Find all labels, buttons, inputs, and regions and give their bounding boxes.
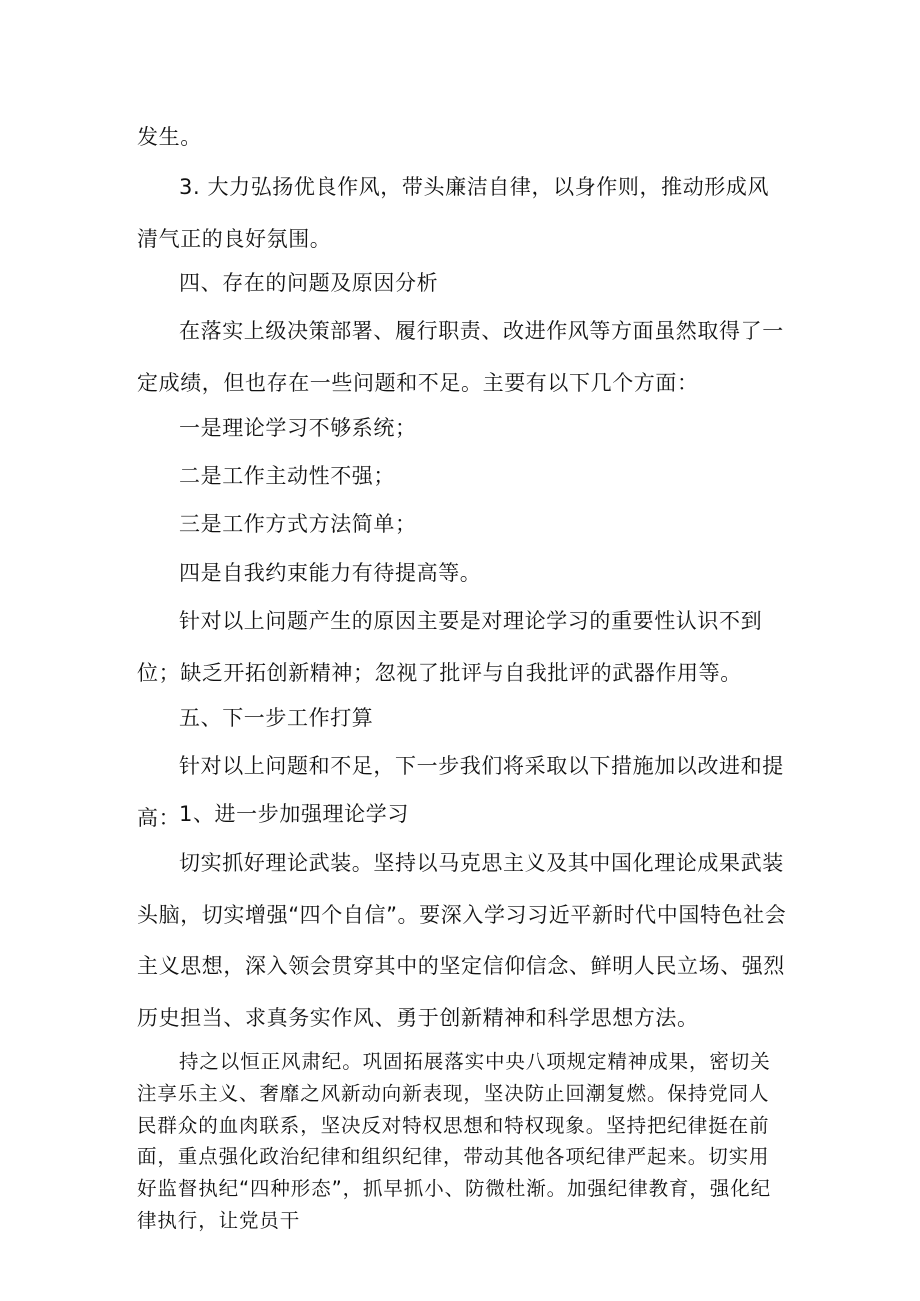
paragraph-11: 持之以恒正风肃纪。巩固拓展落实中央八项规定精神成果，密切关注享乐主义、奢靡之风新动向新表现，坚决防止回潮复燃。保持党同人民群众的血肉联系，坚决反对特权思想和特权现象。坚持把纪律挺在前面，重点强化政治纪律和组织纪律，带动其他各项纪律严起来。切实用好监督执纪“四种形态”，抓早抓小、防微杜渐。加强纪律教育，强化纪律执行，让党员干 [137, 1050, 772, 1232]
paragraph-10: 切实抓好理论武装。坚持以马克思主义及其中国化理论成果武装头脑，切实增强“四个自信”。要深入学习习近平新时代中国特色社会主义思想，深入领会贯穿其中的坚定信仰信念、鲜明人民立场、强烈历史担当、求真务实作风、勇于创新精神和科学思想方法。 [137, 851, 787, 1030]
paragraph-6: 三是工作方式方法简单； [179, 512, 417, 536]
paragraph-9: 针对以上问题和不足，下一步我们将采取以下措施加以改进和提高： [137, 754, 784, 830]
paragraph-8: 针对以上问题产生的原因主要是对理论学习的重要性认识不到位；缺乏开拓创新精神；忽视了批评与自我批评的武器作用等。 [137, 609, 763, 685]
paragraph-7: 四是自我约束能力有待提高等。 [179, 561, 482, 585]
section-heading-5: 五、下一步工作打算 [179, 706, 374, 730]
paragraph-5: 二是工作主动性不强； [179, 464, 395, 488]
paragraph-2: 3. 大力弘扬优良作风，带头廉洁自律，以身作则，推动形成风清气正的良好氛围。 [137, 175, 770, 251]
paragraph-4: 一是理论学习不够系统； [179, 416, 417, 440]
section-heading-4: 四、存在的问题及原因分析 [179, 271, 439, 295]
subheading-1: 1、进一步加强理论学习 [179, 802, 409, 826]
paragraph-1: 发生。 [137, 125, 202, 149]
paragraph-3: 在落实上级决策部署、履行职责、改进作风等方面虽然取得了一定成绩，但也存在一些问题和不足。主要有以下几个方面： [137, 319, 784, 395]
